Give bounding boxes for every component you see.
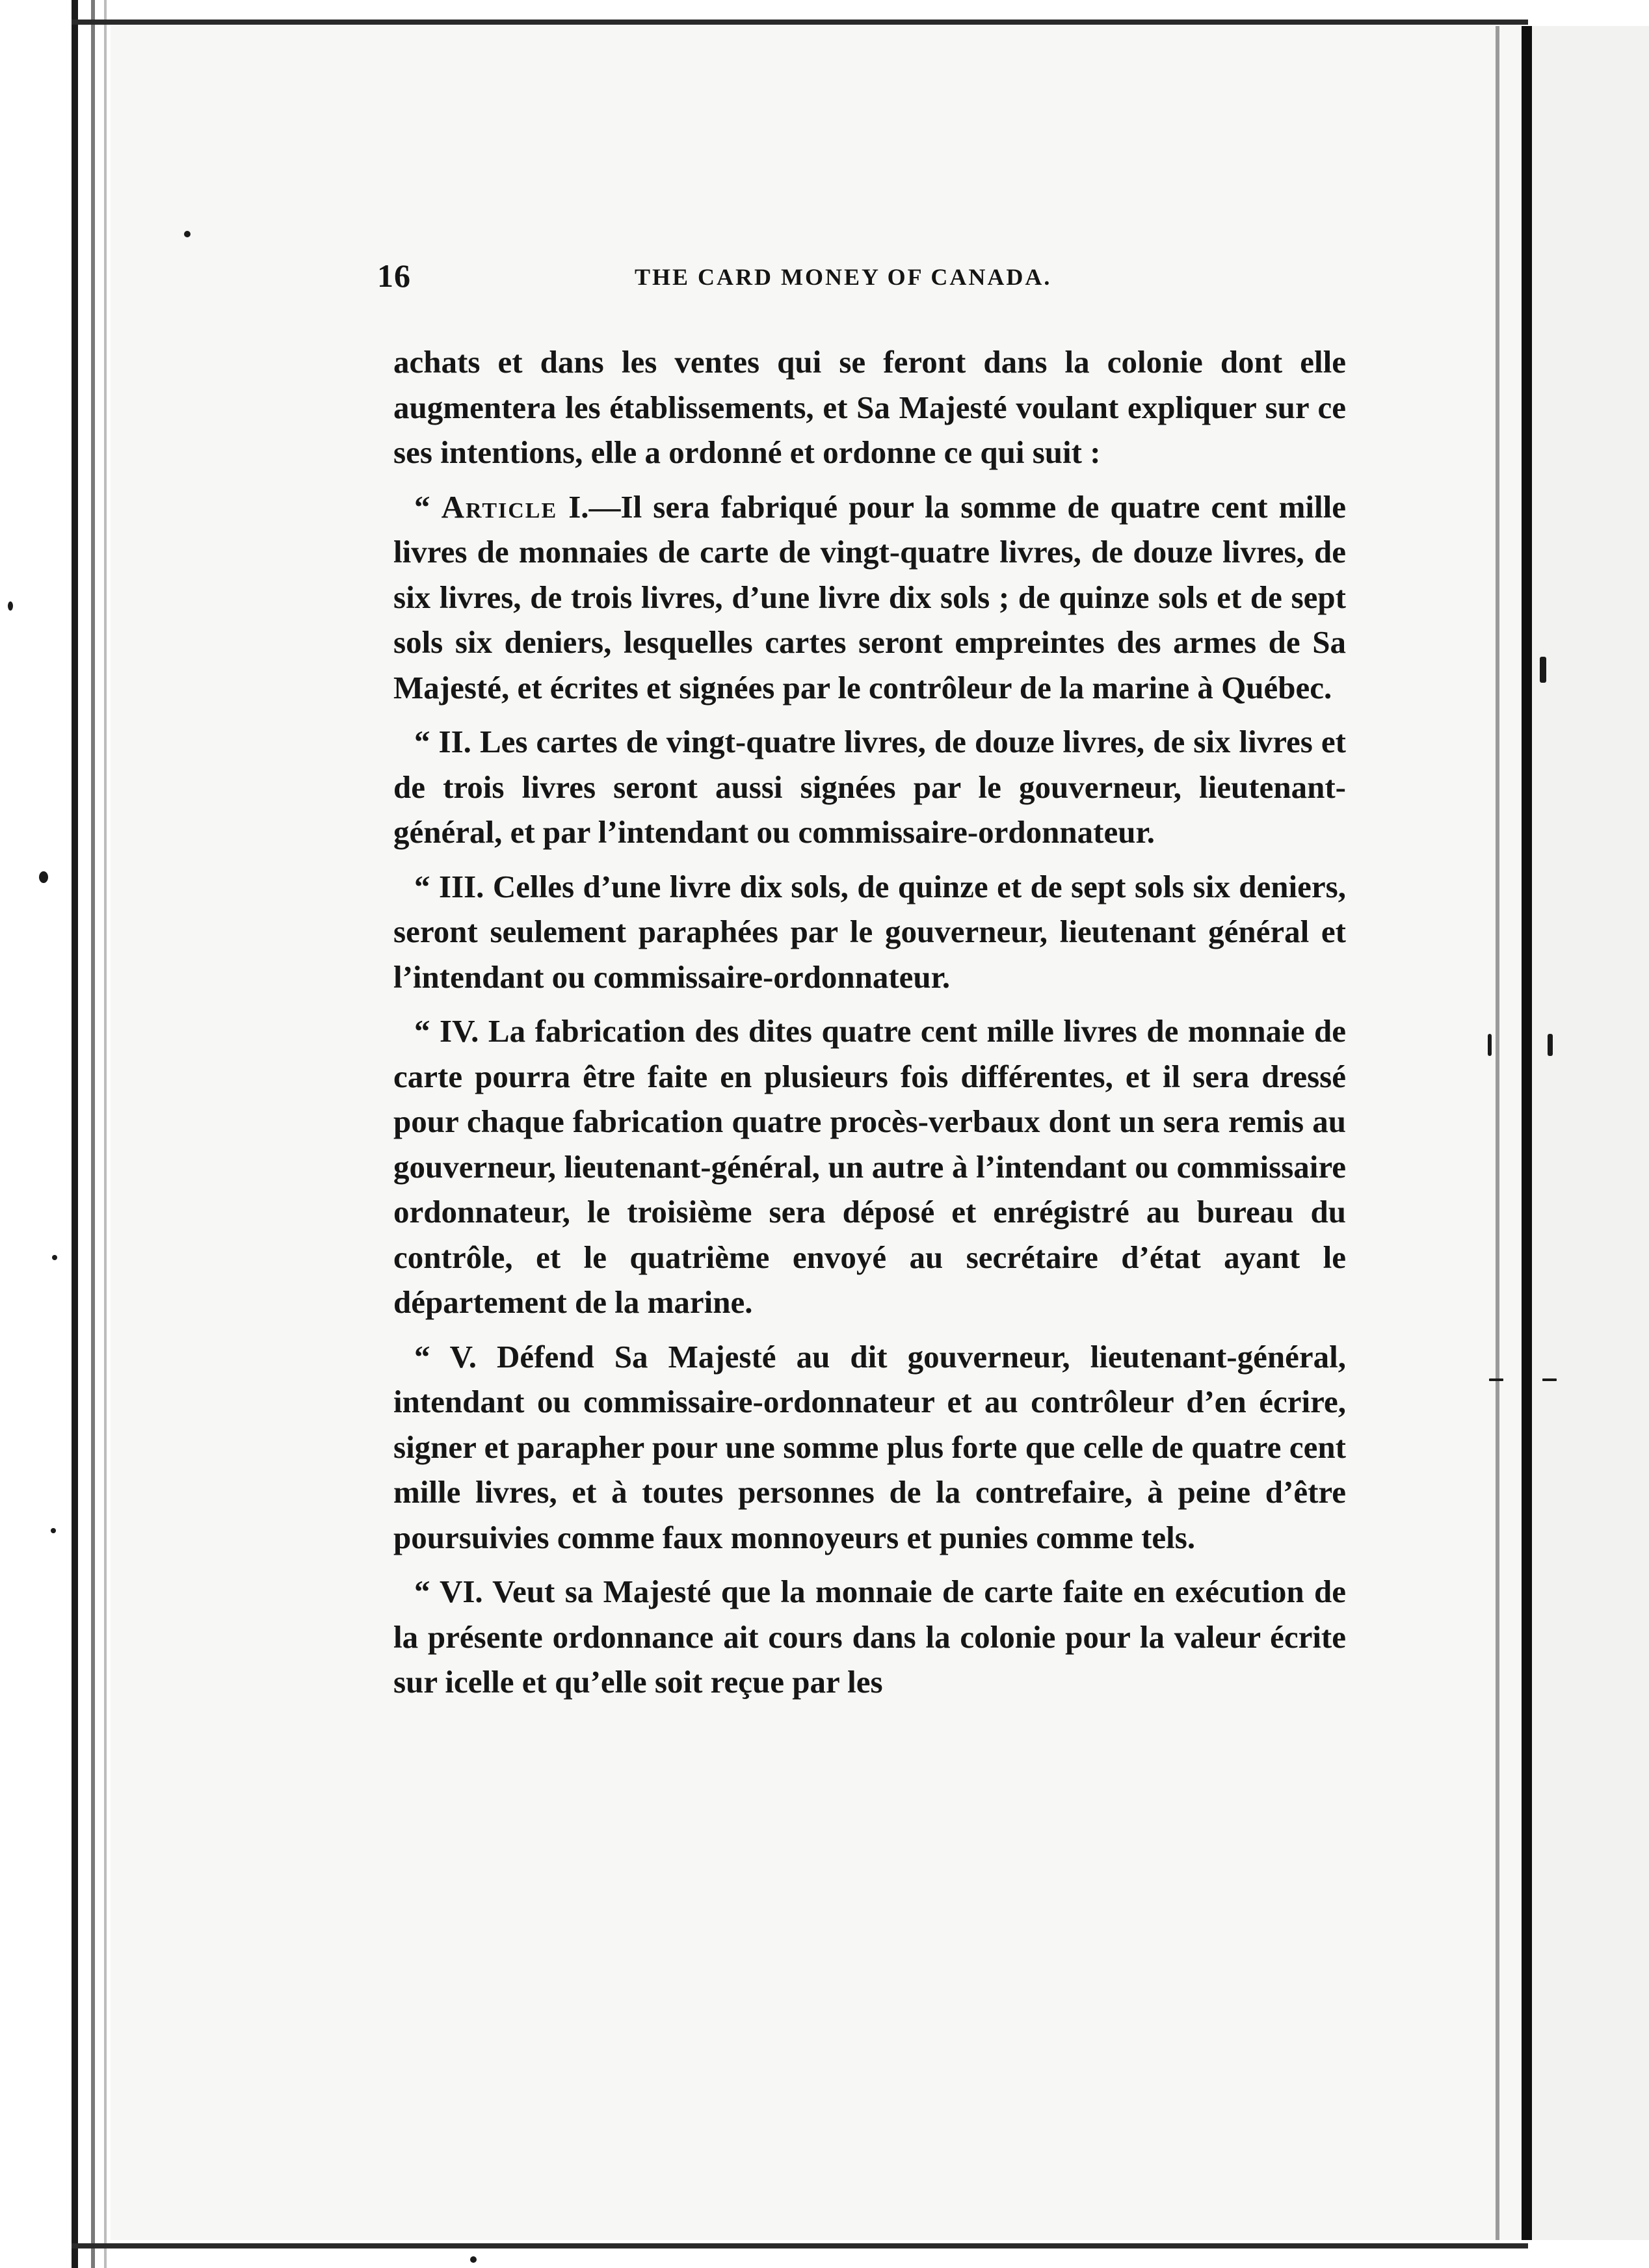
left-page-edge xyxy=(91,0,95,2268)
article-4: “ IV. La fabrication des dites quatre cent mille livres de monnaie de carte pourra être faite en plusieurs fois différentes, et il sera dressé pour chaque fabrication quatre procès-verbaux dont un sera remis au gouverneur, lieutenant-général, un autre à l’intendant ou commissaire ordonnateur, le troisième sera déposé et enrégistré au bureau du contrôle, et le quatrième envoyé au secrétaire d’état ayant le département de la marine. xyxy=(393,1013,1346,1320)
scan-speck xyxy=(1489,1378,1503,1381)
article-2: “ II. Les cartes de vingt-quatre livres, de douze livres, de six livres et de trois livres seront aussi signées par le gouverneur, lieutenant-général, et par l’intendant ou commissaire-ordonnateur. xyxy=(393,724,1346,850)
top-scan-border xyxy=(72,20,1528,25)
body-text xyxy=(393,339,1346,1705)
bottom-scan-border xyxy=(72,2243,1528,2248)
scan-speck xyxy=(8,601,13,611)
left-scan-border xyxy=(72,0,78,2268)
scan-speck xyxy=(39,871,48,883)
adjacent-page-edge xyxy=(1532,26,1649,2240)
article-1-open-quote: “ xyxy=(414,488,442,525)
page-number: 16 xyxy=(377,257,411,294)
running-head: THE CARD MONEY OF CANADA. xyxy=(635,264,1052,290)
article-1 xyxy=(393,484,1346,711)
scan-speck xyxy=(51,1528,56,1533)
page-header xyxy=(377,257,1352,302)
scan-speck xyxy=(1548,1034,1553,1056)
article-1-label: Article xyxy=(441,488,558,525)
scan-speck xyxy=(1540,657,1546,683)
scan-speck xyxy=(52,1255,57,1260)
article-3: “ III. Celles d’une livre dix sols, de quinze et de sept sols six deniers, seront seulement paraphées par le gouverneur, lieutenant général et l’intendant ou commissaire-ordonnateur. xyxy=(393,868,1346,995)
article-5: “ V. Défend Sa Majesté au dit gouverneur, lieutenant-général, intendant ou commissaire-ordonnateur et au contrôleur d’en écrire, signer et parapher pour une somme plus forte que celle de quatre cent mille livres, et à toutes personnes de la contrefaire, à peine d’être poursuivies comme faux monnoyeurs et punies comme tels. xyxy=(393,1338,1346,1555)
scan-speck xyxy=(1488,1034,1492,1056)
binding-gutter xyxy=(1522,26,1532,2240)
right-page-shadow xyxy=(1496,26,1499,2240)
article-6: “ VI. Veut sa Majesté que la monnaie de carte faite en exécution de la présente ordonnance ait cours dans la colonie pour la valeur écrite sur icelle et qu’elle soit reçue par les xyxy=(393,1574,1346,1700)
article-1-text: I.—Il sera fabriqué pour la somme de quatre cent mille livres de monnaies de carte de vingt-quatre livres, de douze livres, de six livres, de trois livres, d’une livre dix sols ; de quinze sols et de sept sols six deniers, lesquelles cartes seront empreintes des armes de Sa Majesté, et écrites et signées par le contrôleur de la marine à Québec. xyxy=(393,488,1346,705)
paragraph-continuation: achats et dans les ventes qui se feront dans la colonie dont elle augmentera les établissements, et Sa Majesté voulant expliquer sur ce ses intentions, elle a ordonné et ordonne ce qui suit : xyxy=(393,344,1346,470)
scan-speck xyxy=(470,2256,477,2263)
scan-speck xyxy=(184,231,191,237)
scan-speck xyxy=(1542,1378,1557,1381)
left-page-shadow xyxy=(104,0,107,2268)
